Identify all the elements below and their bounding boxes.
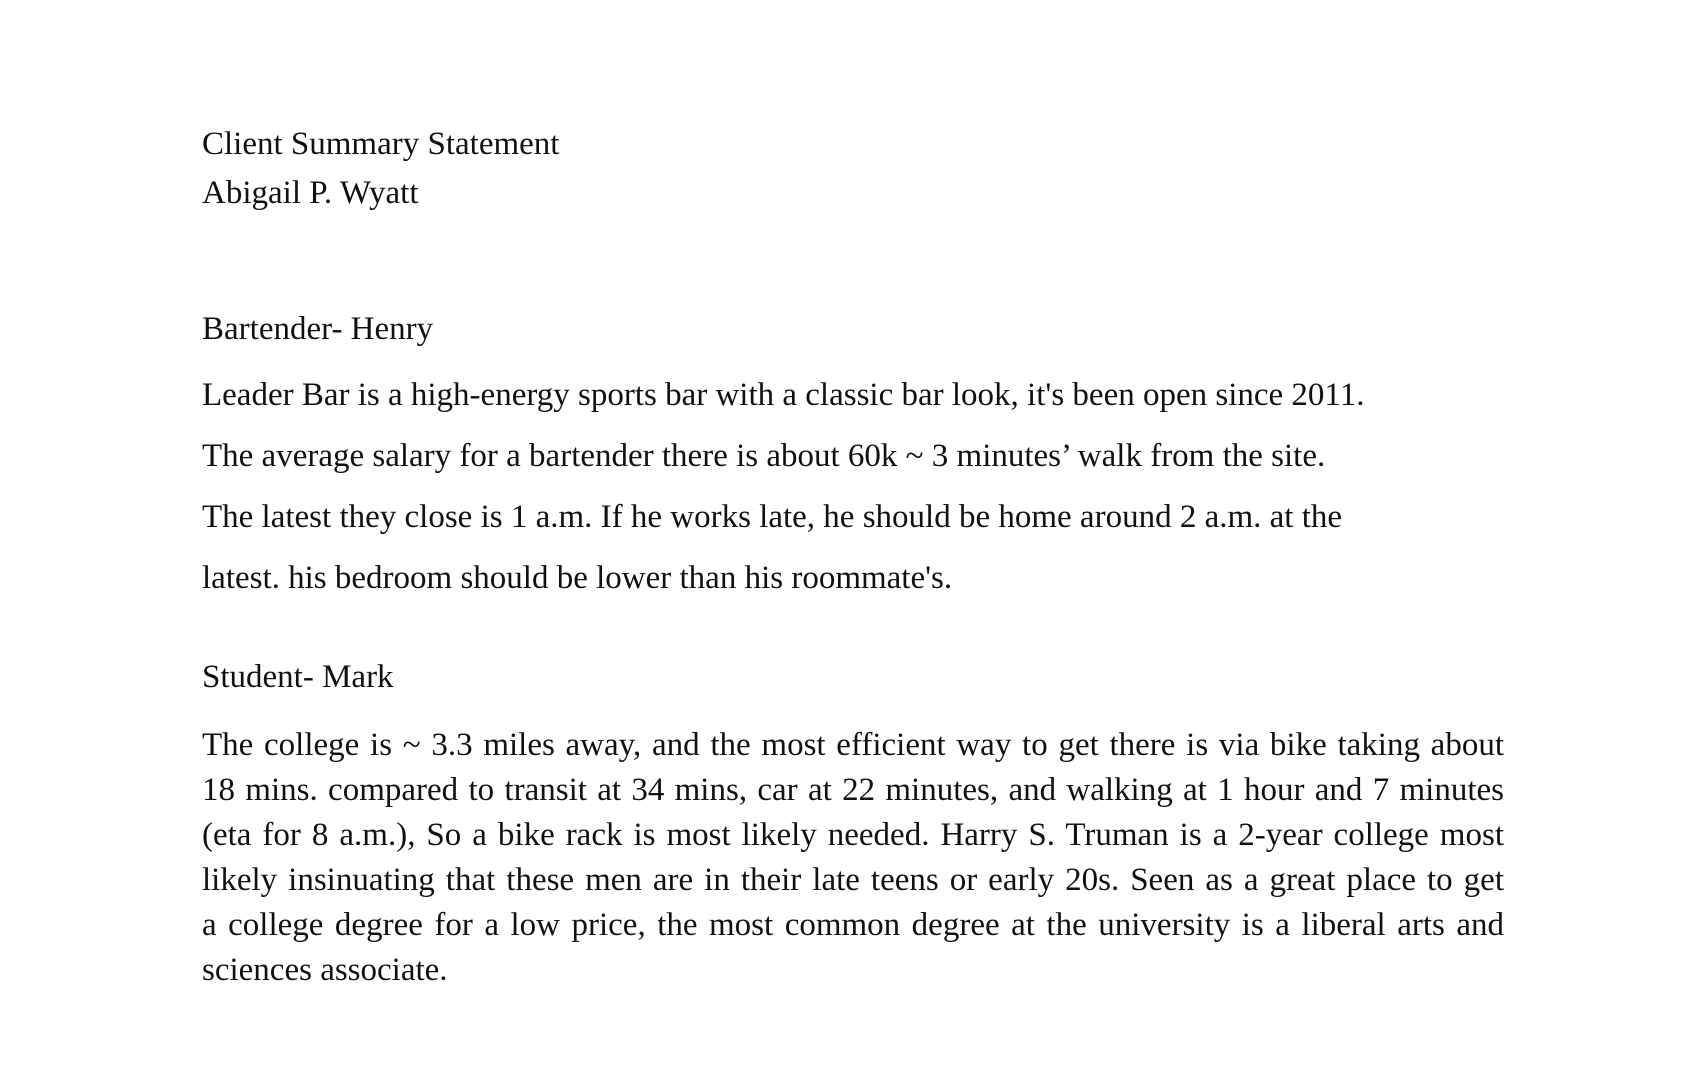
- bartender-paragraph-line: Leader Bar is a high-energy sports bar with a classic bar look, it's been open since 2011.: [202, 377, 1365, 413]
- section-heading-bartender: Bartender- Henry: [202, 311, 434, 347]
- bartender-paragraph-line: latest. his bedroom should be lower than his roommate's.: [202, 560, 953, 596]
- student-paragraph-line: 18 mins. compared to transit at 34 mins, car at 22 minutes, and walking at 1 hour and 7 minutes: [202, 772, 1504, 808]
- section-heading-student: Student- Mark: [202, 659, 394, 695]
- student-paragraph-line: The college is ~ 3.3 miles away, and the most efficient way to get there is via bike taking about: [202, 727, 1504, 763]
- bartender-paragraph-line: The average salary for a bartender there is about 60k ~ 3 minutes’ walk from the site.: [202, 438, 1326, 474]
- document-title: Client Summary Statement: [202, 126, 560, 162]
- document-author: Abigail P. Wyatt: [202, 175, 419, 211]
- bartender-paragraph-line: The latest they close is 1 a.m. If he works late, he should be home around 2 a.m. at the: [202, 499, 1343, 535]
- student-paragraph-line: likely insinuating that these men are in their late teens or early 20s. Seen as a great place to get: [202, 862, 1504, 898]
- student-paragraph-line: sciences associate.: [202, 952, 448, 988]
- student-paragraph-line: (eta for 8 a.m.), So a bike rack is most likely needed. Harry S. Truman is a 2-year college most: [202, 817, 1504, 853]
- student-paragraph-line: a college degree for a low price, the most common degree at the university is a liberal arts and: [202, 907, 1504, 943]
